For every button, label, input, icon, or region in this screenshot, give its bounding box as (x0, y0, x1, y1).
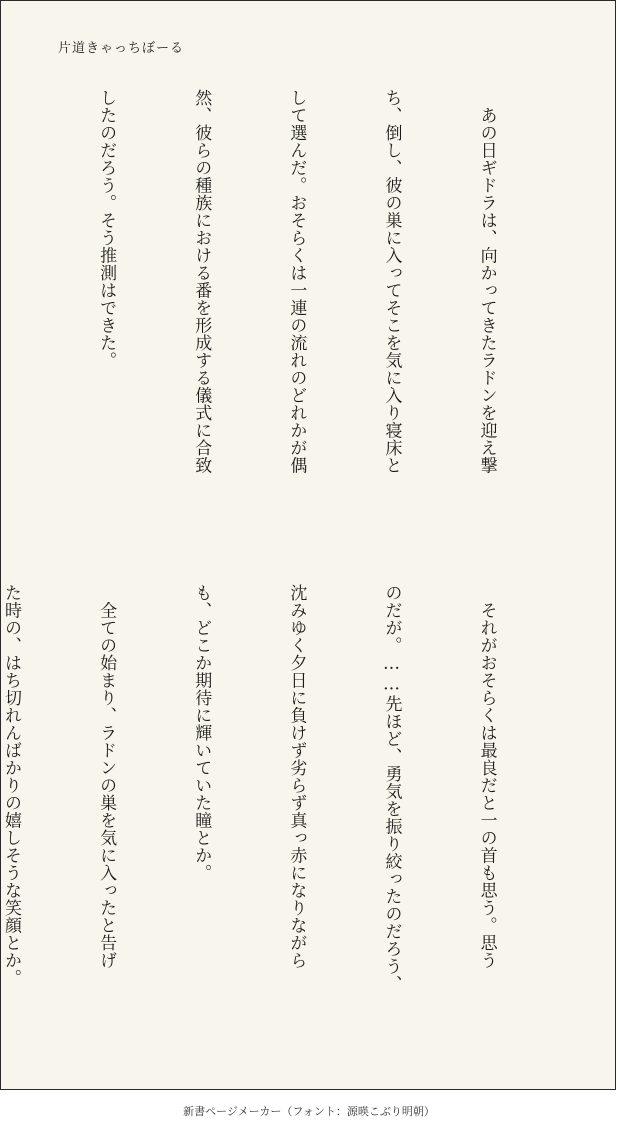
text-line: 全ての始まり、ラドンの巣を気に入ったと告げ (96, 584, 117, 969)
text-line: も、どこか期待に輝いていた瞳とか。 (191, 584, 212, 882)
text-line: 沈みゆく夕日に負けず劣らず真っ赤になりながら (286, 584, 307, 969)
footer-credit: 新書ページメーカー（フォント：源暎こぶり明朝） (183, 1105, 435, 1118)
upper-text-block (55, 89, 565, 529)
page-title: 片道きゃっちぼーる (58, 41, 185, 56)
text-line: た時の、はち切れんばかりの嬉しそうな笑顔とか。 (1, 584, 22, 987)
text-line: して選んだ。おそらくは一連の流れのどれかが偶 (286, 89, 307, 474)
text-line: したのだろう。そう推測はできた。 (96, 89, 117, 369)
text-line: あの日ギドラは、向かってきたラドンを迎え撃 (476, 89, 497, 474)
text-line: のだが。……先ほど、勇気を振り絞ったのだろう、 (381, 584, 402, 993)
text-line: ち、倒し、彼の巣に入ってそこを気に入り寝床と (381, 89, 402, 474)
lower-text-block (1, 584, 565, 1014)
text-line: それがおそらくは最良だと一の首も思う。思う (476, 584, 497, 969)
text-line: 然、彼らの種族における番を形成する儀式に合致 (191, 89, 212, 474)
